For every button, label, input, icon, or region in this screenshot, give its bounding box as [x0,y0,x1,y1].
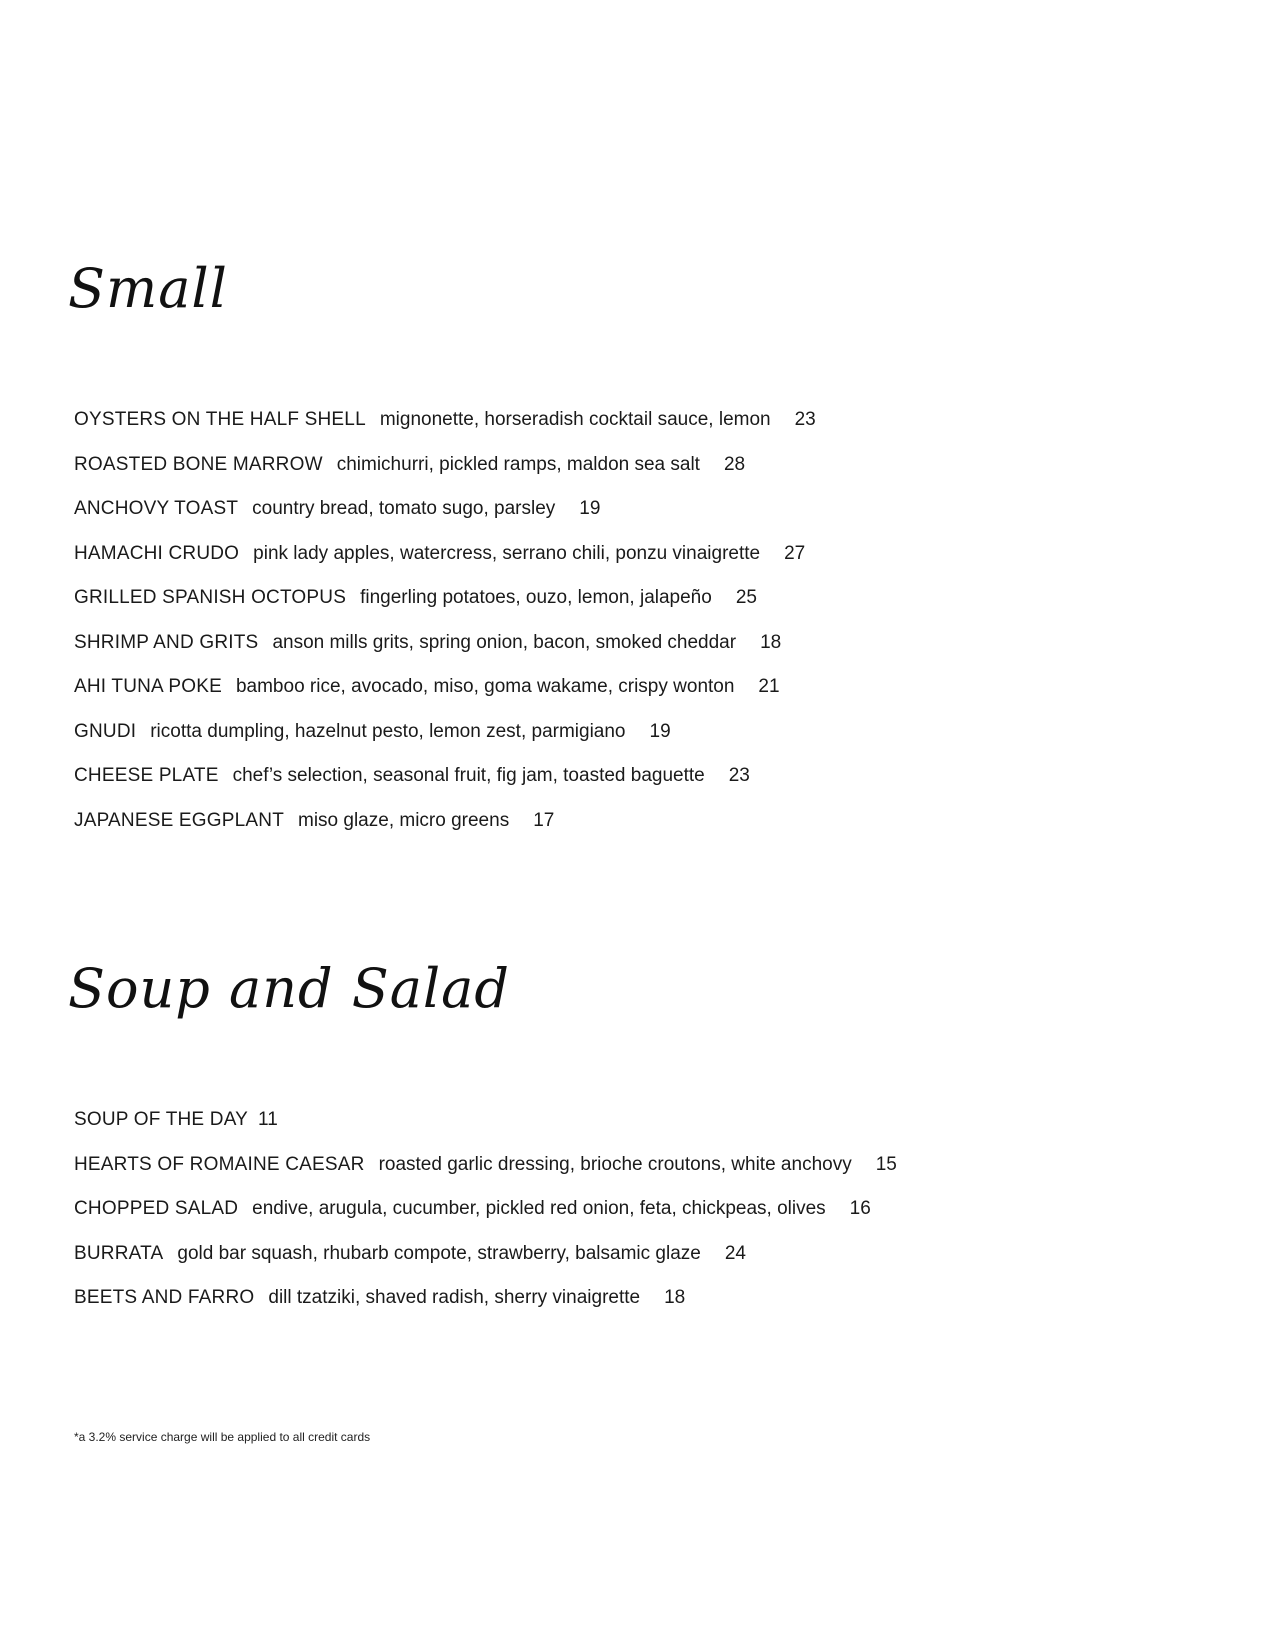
menu-item [74,720,816,765]
item-name: OYSTERS ON THE HALF SHELL [74,409,366,430]
item-name: HAMACHI CRUDO [74,542,240,564]
item-name: BEETS AND FARRO [74,1287,255,1308]
item-price: 28 [723,453,746,475]
menu-item [74,542,816,587]
item-description: chef’s selection, seasonal fruit, fig jam, toasted baguette [232,765,705,786]
item-price: 18 [760,631,782,653]
item-description: dill tzatziki, shaved radish, sherry vinaigrette [268,1287,641,1308]
item-description: country bread, tomato sugo, parsley [252,498,556,519]
item-description: chimichurri, pickled ramps, maldon sea salt [336,453,700,475]
item-name: ANCHOVY TOAST [74,498,239,519]
service-charge-footnote: *a 3.2% service charge will be applied to all credit cards [74,1430,371,1444]
item-description: bamboo rice, avocado, miso, goma wakame, crispy wonton [235,676,735,697]
section-title-soup-and-salad: Soup and Salad [68,957,510,1020]
item-price: 27 [784,542,806,564]
item-price: 11 [258,1109,278,1130]
menu-item [74,631,816,676]
item-name: SHRIMP AND GRITS [74,631,259,653]
item-price: 23 [728,765,750,786]
item-description: ricotta dumpling, hazelnut pesto, lemon zest, parmigiano [150,720,626,742]
item-name: ROASTED BONE MARROW [74,453,323,475]
menu-item [74,1108,897,1153]
item-price: 15 [875,1153,897,1175]
item-price: 19 [649,720,671,742]
item-name: GRILLED SPANISH OCTOPUS [74,587,347,608]
item-price: 23 [794,409,816,430]
item-price: 19 [579,498,601,519]
item-name: BURRATA [74,1242,164,1264]
item-description: mignonette, horseradish cocktail sauce, lemon [379,409,771,430]
section-title-small: Small [68,257,228,320]
item-price: 16 [849,1198,871,1219]
menu-list-small [74,408,816,853]
menu-item [74,1242,897,1287]
item-description: miso glaze, micro greens [298,809,510,831]
item-price: 18 [664,1287,686,1308]
item-name: GNUDI [74,720,137,742]
menu-item [74,453,816,498]
item-price: 25 [735,587,757,608]
menu-item [74,675,816,720]
item-price: 17 [533,809,555,831]
item-name: CHOPPED SALAD [74,1198,239,1219]
item-name: AHI TUNA POKE [74,676,222,697]
item-description: pink lady apples, watercress, serrano chili, ponzu vinaigrette [253,542,761,564]
menu-item [74,408,816,453]
item-price: 21 [758,676,780,697]
menu-item [74,1286,897,1331]
item-description: anson mills grits, spring onion, bacon, smoked cheddar [272,631,737,653]
menu-item [74,764,816,809]
menu-list-soup-and-salad [74,1108,897,1331]
menu-item [74,1153,897,1198]
item-description: roasted garlic dressing, brioche croutons, white anchovy [378,1153,852,1175]
item-name: CHEESE PLATE [74,765,219,786]
item-description: gold bar squash, rhubarb compote, strawberry, balsamic glaze [177,1242,701,1264]
item-price: 24 [724,1242,746,1264]
item-name: JAPANESE EGGPLANT [74,809,284,831]
item-description: fingerling potatoes, ouzo, lemon, jalapeño [360,587,712,608]
item-name: HEARTS OF ROMAINE CAESAR [74,1153,365,1175]
menu-item [74,1197,897,1242]
item-name: SOUP OF THE DAY [74,1109,249,1130]
menu-item [74,497,816,542]
menu-item [74,809,816,854]
item-description: endive, arugula, cucumber, pickled red onion, feta, chickpeas, olives [252,1198,826,1219]
menu-item [74,586,816,631]
